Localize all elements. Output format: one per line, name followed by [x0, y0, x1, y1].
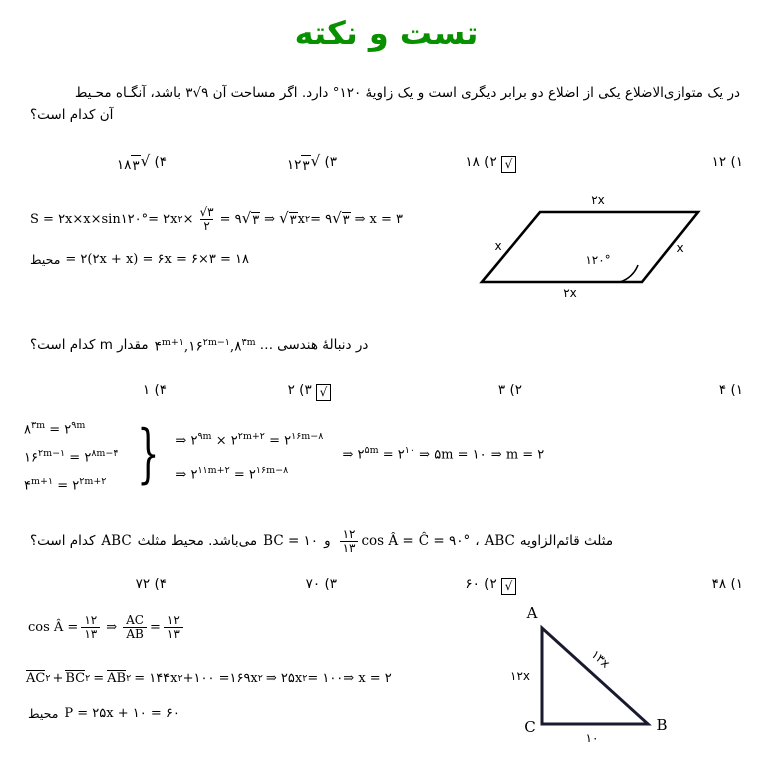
question-3-cos-label: cos Â = — [361, 533, 414, 550]
option-2-3-number: ۳) — [299, 382, 312, 398]
triangle-vertex-a: A — [526, 604, 538, 622]
q2-derivation — [175, 420, 323, 488]
option-1-1-number: ۱) — [730, 154, 743, 170]
question-3-comma: ، — [475, 533, 480, 550]
question-3-text — [30, 528, 740, 555]
option-2-3-value: ۲ — [287, 382, 295, 398]
q3-ac-overline: AC — [26, 671, 46, 686]
page-title: تست و نکته — [294, 14, 479, 52]
checkmark-icon-q1: √ — [501, 156, 516, 173]
q1-sol-imp1: ⇒ — [264, 211, 276, 227]
question-3-p2: می‌باشد. محیط مثلث — [137, 533, 258, 550]
option-3-4-value: ۷۲ — [135, 576, 151, 592]
option-3-4[interactable] — [136, 574, 167, 594]
question-1-solution-line-2 — [30, 252, 249, 268]
option-2-2-number: ۲) — [509, 382, 522, 398]
parallelogram-label-right: x — [676, 241, 684, 255]
option-1-2-number: ۲) — [484, 154, 497, 170]
option-3-4-number: ۴) — [154, 576, 167, 592]
q3-perimeter-body: P = ۲۵x + ۱۰ = ۶۰ — [64, 706, 180, 721]
q2-eq-row-1: $۸^{۳m}$ = $۲^{۹m}$ — [24, 420, 86, 438]
q1-sol-eq1: = ۲x — [148, 211, 178, 227]
radical-icon-q1-sol-c: √ ۳ — [332, 208, 350, 228]
question-2-text — [30, 332, 740, 358]
question-3-solution-line-3 — [28, 706, 180, 722]
q1-sol-exp1: ۲ — [177, 213, 183, 225]
triangle-label-hypotenuse: ۱۳x — [588, 647, 613, 671]
question-3-bc: BC = ۱۰ — [263, 533, 319, 550]
radical-icon-q1-sol-a: √ ۳ — [241, 208, 260, 228]
parallelogram-label-angle: ۱۲۰° — [585, 253, 611, 267]
q1-sol-imp2: ⇒ — [354, 211, 366, 227]
q3-cos-lhs: cos Â = — [28, 619, 79, 635]
option-3-1-value: ۴۸ — [711, 576, 727, 592]
q1-perimeter-label: محیط — [30, 252, 61, 267]
checkmark-icon-q3: √ — [501, 578, 516, 595]
question-2-suffix: مقدار m کدام است؟ — [30, 336, 149, 353]
q3-bc-overline: BC — [65, 671, 86, 686]
option-2-1-number: ۱) — [730, 382, 743, 398]
option-3-3[interactable] — [306, 574, 337, 594]
radical-icon-q1-opt3: √ ۳ — [302, 152, 321, 174]
q3-fraction-1: $\frac{۱۲}{۱۳}$ — [81, 614, 100, 641]
triangle-vertex-b: B — [656, 716, 668, 734]
q3-ab-overline: AB — [107, 671, 127, 686]
option-3-2-number: ۲) — [484, 576, 497, 592]
parallelogram-label-top: ۲x — [591, 193, 605, 207]
question-3-solution-line-2: AC ۲ + BC ۲ = AB ۲ = ۱۴۴x ۲ +۱۰۰ =۱۶۹x ۲ ⇒ ۲۵x ۲ = ۱۰۰ ⇒ x = ۲ — [26, 670, 392, 686]
option-1-2[interactable] — [465, 152, 522, 173]
parallelogram-label-bottom: ۲x — [563, 286, 577, 300]
q1-sol-fraction: $\frac{√۳}{۲}$ — [199, 205, 214, 233]
option-2-2[interactable] — [498, 380, 522, 400]
question-2-solution — [24, 412, 544, 496]
q1-sol-x3: x — [297, 211, 305, 227]
question-3-and: و — [324, 533, 331, 550]
question-1-line-1: در یک متوازی‌الاضلاع یکی از اضلاع دو برابر دیگری است و یک زاویهٔ ۱۲۰° دارد. اگر مساحت آن ۹√۳ باشد، آنگـاه محـیط — [74, 85, 740, 101]
option-3-1-number: ۱) — [730, 576, 743, 592]
option-3-3-value: ۷۰ — [305, 576, 321, 592]
option-1-4-number: ۴) — [154, 154, 167, 170]
q1-sol-eq2: = ۹ — [219, 211, 242, 227]
q2-derivation-line-1: ⇒ $۲^{۹m}$ × $۲^{۲m+۲}$ = $۲^{۱۶m-۸}$ — [175, 431, 324, 449]
question-3-triangle-name-2: ABC — [101, 533, 132, 550]
q3-eq-1: = — [149, 619, 161, 635]
radical-icon-q1-opt4: √ ۳ — [132, 152, 151, 174]
q2-eq-row-3: $۴^{m+۱}$ = $۲^{۲m+۲}$ — [24, 476, 107, 494]
triangle-label-leg-horizontal: ۱۰ — [585, 731, 599, 745]
option-1-2-value: ۱۸ — [465, 154, 480, 170]
question-1-options — [17, 152, 757, 176]
option-1-1[interactable] — [712, 152, 743, 172]
q2-final-result: ⇒ $۲^{۵m}$ = $۲^{۱۰}$ ⇒ ۵m = ۱۰ ⇒ m = ۲ — [342, 445, 545, 463]
question-2-prefix: در دنبالهٔ هندسی — [277, 336, 369, 353]
option-2-1-value: ۴ — [718, 382, 727, 398]
q1-sol-lhs: S = ۲x×x×sin۱۲۰° — [30, 211, 149, 227]
option-1-3-number: ۳) — [324, 154, 337, 170]
q1-perimeter-body: = ۲(۲x + x) = ۶x = ۶×۳ = ۱۸ — [65, 252, 249, 267]
q1-sol-exp3: ۲ — [304, 213, 311, 225]
option-1-3-value: √ ۳ ۱۲ — [286, 152, 321, 174]
question-3-triangle-name: ABC — [484, 533, 515, 550]
checkmark-icon-q2: √ — [316, 384, 331, 401]
parallelogram-label-left: x — [494, 239, 502, 253]
closing-brace-icon: } — [136, 417, 160, 491]
radical-icon-q1-sol-b: √ ۳ — [279, 208, 297, 228]
question-3-options — [17, 574, 757, 598]
triangle-label-leg-vertical: ۱۲x — [510, 669, 530, 683]
q1-sol-final: x = ۳ — [369, 211, 404, 227]
q3-imp-1: ⇒ — [106, 619, 118, 635]
q2-system-of-equations — [24, 412, 119, 496]
parallelogram-figure — [470, 190, 740, 304]
option-2-4-number: ۴) — [154, 382, 167, 398]
question-3-p3: کدام است؟ — [30, 533, 96, 550]
option-3-3-number: ۳) — [324, 576, 337, 592]
triangle-vertex-c: C — [524, 718, 536, 736]
q2-derivation-line-2: ⇒ $۲^{۱۱m+۲}$ = $۲^{۱۶m-۸}$ — [175, 465, 289, 483]
right-triangle-figure — [480, 596, 730, 760]
q3-fraction-3: $\frac{۱۲}{۱۳}$ — [164, 614, 183, 641]
option-1-4-value: √ ۳ ۱۸ — [116, 152, 151, 174]
option-1-3[interactable] — [287, 152, 337, 176]
option-3-2-value: ۶۰ — [465, 576, 480, 592]
question-1-solution-line-1 — [30, 206, 403, 233]
option-2-2-value: ۳ — [497, 382, 506, 398]
option-2-4-value: ۱ — [142, 382, 151, 398]
option-2-4[interactable] — [143, 380, 167, 400]
q3-perimeter-label: محیط — [28, 706, 59, 721]
question-3-p1: مثلث قائم‌الزاویه — [519, 533, 614, 550]
option-2-1[interactable] — [719, 380, 743, 400]
option-1-4[interactable] — [117, 152, 167, 176]
option-1-1-value: ۱۲ — [711, 154, 727, 170]
question-2-options — [17, 380, 757, 404]
q1-sol-times: × — [182, 211, 194, 227]
question-3-angle-c: Ĉ = ۹۰° — [418, 533, 471, 550]
q2-eq-row-2: $۱۶^{۲m-۱}$ = $۲^{۸m-۴}$ — [24, 448, 119, 466]
q3-fraction-2: $\frac{AC}{AB}$ — [123, 614, 147, 641]
question-2-dots: … — [259, 336, 274, 353]
option-2-3[interactable] — [288, 380, 337, 401]
question-2-terms: $۴^{m+۱},۱۶^{۲m-۱},۸^{۳m}$ — [154, 337, 256, 355]
option-3-2[interactable] — [465, 574, 522, 595]
question-3-solution-line-1 — [28, 614, 186, 641]
question-1-text — [30, 82, 740, 126]
option-3-1[interactable] — [712, 574, 743, 594]
question-1-line-2: آن کدام است؟ — [30, 107, 114, 123]
question-3-cos-fraction: $\frac{۱۲}{۱۳}$ — [340, 528, 359, 555]
q1-sol-eq3: = ۹ — [310, 211, 333, 227]
